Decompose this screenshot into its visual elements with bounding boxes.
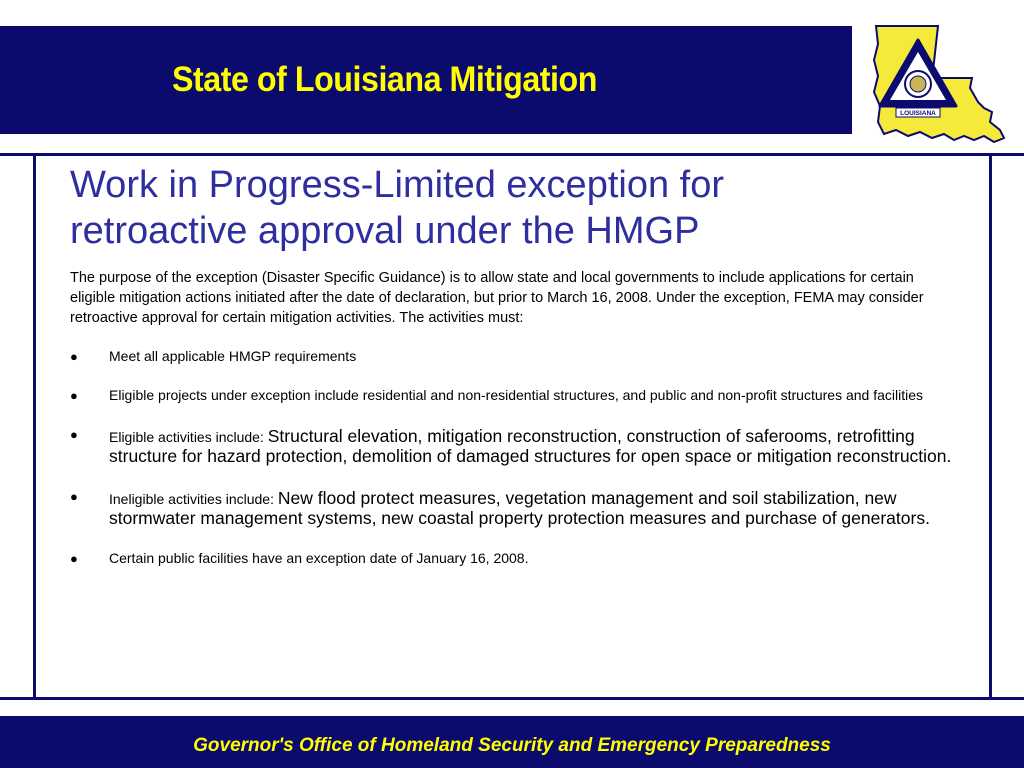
intro-paragraph: The purpose of the exception (Disaster Specific Guidance) is to allow state and local governments to include applications for certain eligible mitigation actions initiated after the date of declaration, but prior to March 16, 2008. Under the exception, FEMA may consider retroactive approval for certain mitigation activities. The activities must: bbox=[70, 270, 924, 326]
bullet-text: Structural elevation, mitigation reconstruction, construction of saferooms, retrofitting structure for hazard protection, demolition of damaged structures for open space or mitigation reconstruction. bbox=[109, 426, 952, 466]
bullet-icon: ● bbox=[70, 427, 78, 442]
right-border bbox=[989, 153, 992, 700]
bottom-divider bbox=[0, 697, 1024, 700]
louisiana-seal-logo bbox=[866, 22, 1012, 150]
bullet-text: Meet all applicable HMGP requirements bbox=[109, 348, 357, 364]
logo-state-label: LOUISIANA bbox=[900, 110, 936, 117]
slide-heading-line-1: Work in Progress-Limited exception for bbox=[70, 164, 724, 206]
page-title: State of Louisiana Mitigation bbox=[172, 60, 597, 99]
slide-content bbox=[70, 162, 960, 589]
left-border bbox=[33, 153, 36, 700]
bullet-text: Eligible projects under exception include residential and non-residential structures, and public and non-profit structures and facilities bbox=[109, 387, 924, 403]
bullet-icon: ● bbox=[70, 388, 78, 403]
bullet-text: Certain public facilities have an exception date of January 16, 2008. bbox=[109, 550, 529, 566]
bullet-item bbox=[70, 488, 960, 528]
slide-heading-line-2: retroactive approval under the HMGP bbox=[70, 210, 700, 252]
footer-agency-name: Governor's Office of Homeland Security and Emergency Preparedness bbox=[193, 735, 831, 756]
bullet-item bbox=[70, 426, 960, 466]
bullet-lead: Ineligible activities include: bbox=[109, 491, 278, 507]
bullet-icon: ● bbox=[70, 551, 78, 566]
bullet-icon: ● bbox=[70, 349, 78, 364]
bullet-text: New flood protect measures, vegetation management and soil stabilization, new stormwater management systems, new coastal property protection measures and purchase of generators. bbox=[109, 488, 930, 528]
bullet-lead: Eligible activities include: bbox=[109, 429, 268, 445]
bullet-item bbox=[70, 550, 960, 567]
bullet-item bbox=[70, 348, 960, 365]
bullet-item bbox=[70, 387, 960, 404]
top-divider bbox=[0, 153, 1024, 156]
slide-heading bbox=[70, 162, 960, 254]
bullet-list bbox=[70, 348, 960, 567]
bullet-icon: ● bbox=[70, 489, 78, 504]
